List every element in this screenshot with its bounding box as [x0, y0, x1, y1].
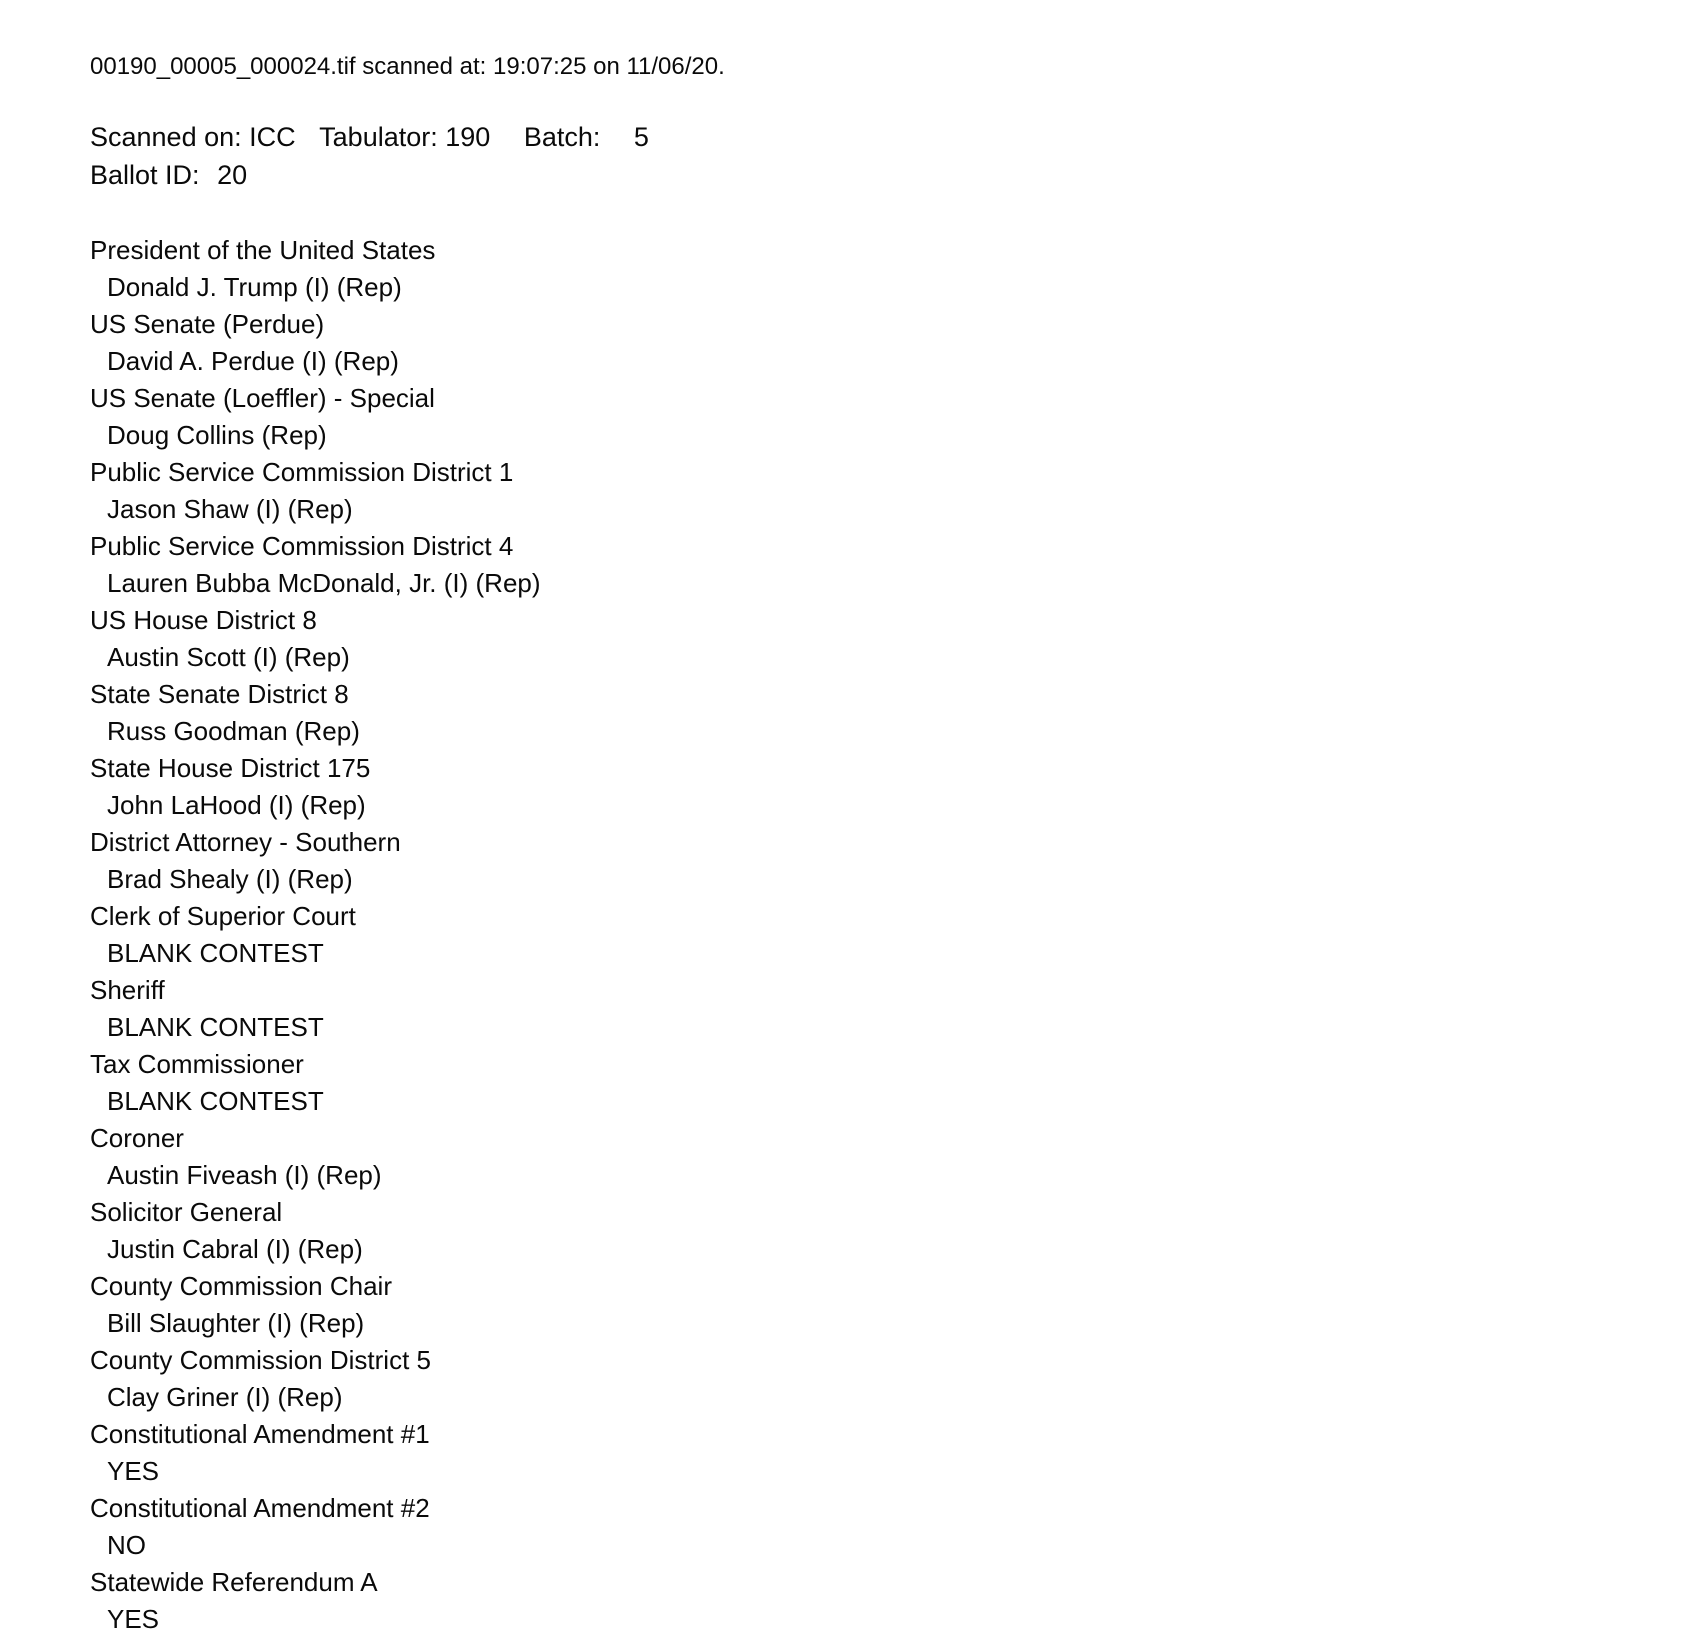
contest-name: US Senate (Perdue)	[90, 309, 325, 339]
batch-value: 5	[633, 122, 649, 152]
contest-name: County Commission District 5	[90, 1345, 431, 1375]
contest-name: Sheriff	[90, 975, 165, 1005]
ballot-id-line	[90, 156, 1668, 194]
contest-selection: Austin Fiveash (I) (Rep)	[107, 1160, 382, 1190]
batch-label: Batch:	[523, 122, 601, 152]
contest-row	[90, 454, 1668, 528]
contest-row	[90, 972, 1668, 1046]
contest-selection: BLANK CONTEST	[107, 1012, 324, 1042]
contest-name: Tax Commissioner	[90, 1049, 304, 1079]
contest-row	[90, 1046, 1668, 1120]
contest-name: District Attorney - Southern	[90, 827, 401, 857]
tabulator-label: Tabulator:	[319, 122, 438, 152]
contest-selection: Brad Shealy (I) (Rep)	[107, 864, 353, 894]
contest-row	[90, 1416, 1668, 1490]
contest-row	[90, 750, 1668, 824]
contest-row	[90, 1564, 1668, 1638]
contest-selection: NO	[107, 1530, 146, 1560]
contest-name: Clerk of Superior Court	[90, 901, 356, 931]
contest-row	[90, 306, 1668, 380]
contest-row	[90, 232, 1668, 306]
contest-selection: Lauren Bubba McDonald, Jr. (I) (Rep)	[107, 568, 541, 598]
contest-name: Constitutional Amendment #1	[90, 1419, 430, 1449]
contest-selection: David A. Perdue (I) (Rep)	[107, 346, 399, 376]
contest-name: Solicitor General	[90, 1197, 283, 1227]
scanned-on-label: Scanned on:	[90, 122, 242, 152]
contest-selection: Clay Griner (I) (Rep)	[107, 1382, 343, 1412]
contest-selection: Russ Goodman (Rep)	[107, 716, 360, 746]
contest-row	[90, 1268, 1668, 1342]
contest-name: Public Service Commission District 1	[90, 457, 514, 487]
contest-selection: Justin Cabral (I) (Rep)	[107, 1234, 363, 1264]
contest-row	[90, 528, 1668, 602]
contest-row	[90, 1120, 1668, 1194]
contest-row	[90, 380, 1668, 454]
contest-name: County Commission Chair	[90, 1271, 392, 1301]
contest-selection: Doug Collins (Rep)	[107, 420, 327, 450]
contest-name: Statewide Referendum A	[90, 1567, 378, 1597]
contest-selection: BLANK CONTEST	[107, 938, 324, 968]
ballot-id-label: Ballot ID:	[90, 160, 200, 190]
ballot-id-value: 20	[217, 160, 248, 190]
contest-selection: YES	[107, 1456, 160, 1486]
contest-selection: John LaHood (I) (Rep)	[107, 790, 366, 820]
contest-row	[90, 602, 1668, 676]
scan-filename-line: 00190_00005_000024.tif scanned at: 19:07:25 on 11/06/20.	[90, 53, 725, 80]
contest-name: President of the United States	[90, 235, 436, 265]
contest-name: Constitutional Amendment #2	[90, 1493, 430, 1523]
tabulator-value: 190	[445, 122, 491, 152]
contest-selection: Jason Shaw (I) (Rep)	[107, 494, 353, 524]
contest-selection: BLANK CONTEST	[107, 1086, 324, 1116]
contest-row	[90, 676, 1668, 750]
contest-row	[90, 1490, 1668, 1564]
contest-selection: Austin Scott (I) (Rep)	[107, 642, 350, 672]
contest-name: Coroner	[90, 1123, 184, 1153]
contest-selection: Bill Slaughter (I) (Rep)	[107, 1308, 365, 1338]
contest-row	[90, 1342, 1668, 1416]
contest-name: State Senate District 8	[90, 679, 349, 709]
contest-name: US House District 8	[90, 605, 317, 635]
contest-name: Public Service Commission District 4	[90, 531, 514, 561]
contest-list	[90, 232, 1668, 1638]
contest-row	[90, 898, 1668, 972]
contest-row	[90, 1194, 1668, 1268]
contest-selection: YES	[107, 1604, 160, 1634]
contest-row	[90, 824, 1668, 898]
contest-name: US Senate (Loeffler) - Special	[90, 383, 435, 413]
scanned-on-value: ICC	[249, 122, 296, 152]
contest-selection: Donald J. Trump (I) (Rep)	[107, 272, 402, 302]
scan-info-line	[90, 118, 1668, 156]
contest-name: State House District 175	[90, 753, 371, 783]
